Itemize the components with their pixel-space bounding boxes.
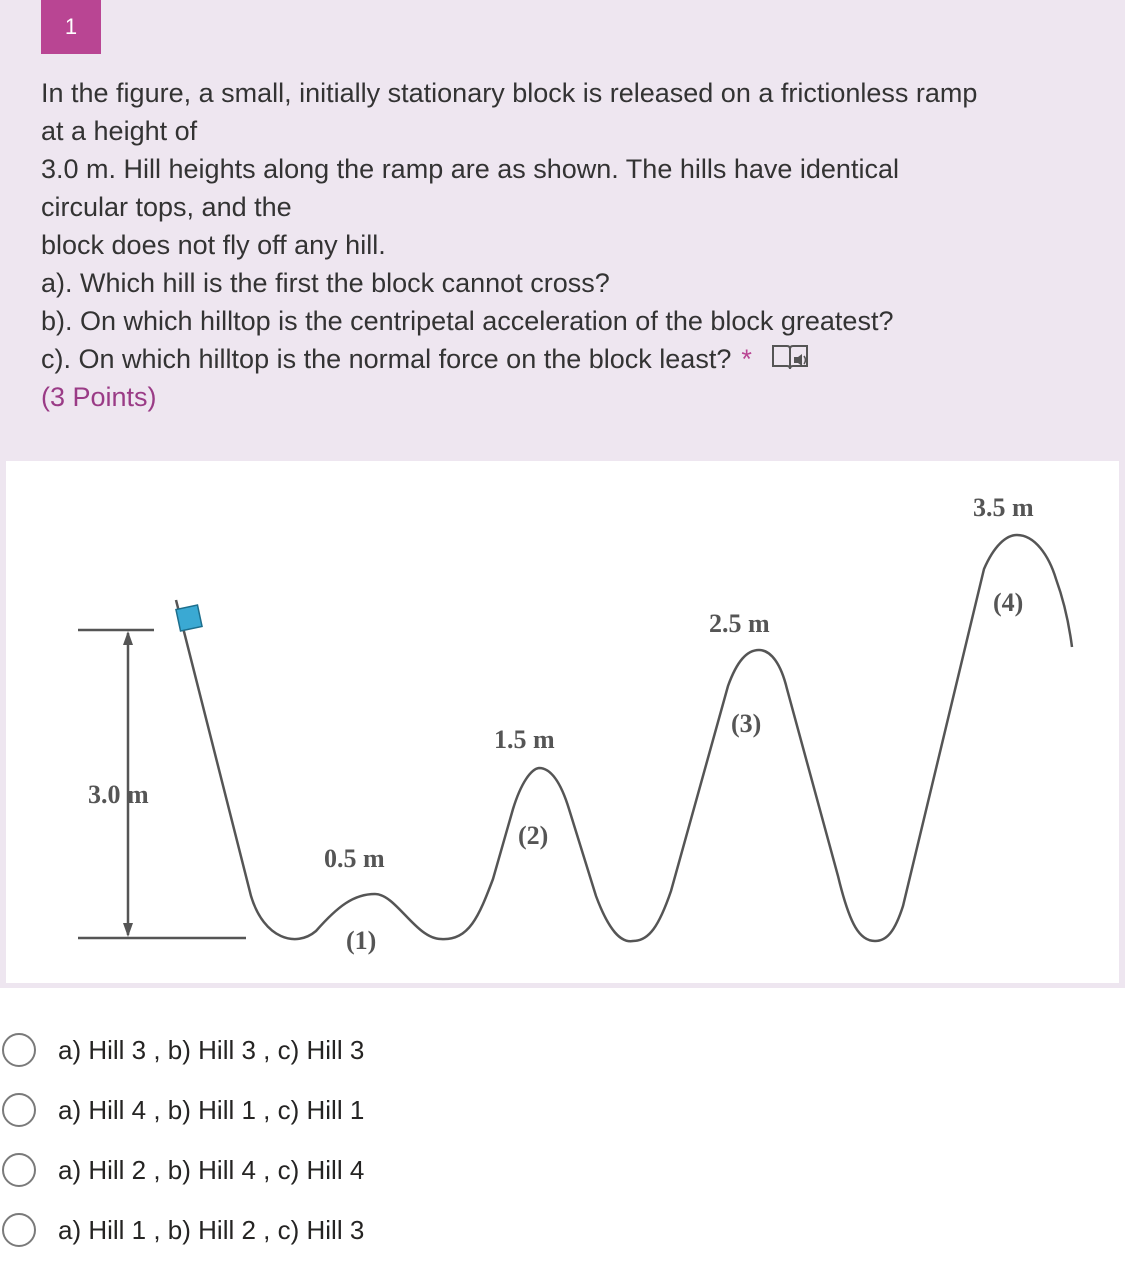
- answer-option-label: a) Hill 3 , b) Hill 3 , c) Hill 3: [58, 1034, 365, 1065]
- answer-option-label: a) Hill 2 , b) Hill 4 , c) Hill 4: [58, 1154, 365, 1185]
- radio-button[interactable]: [2, 1033, 36, 1067]
- question-line: a). Which hill is the first the block cannot cross?: [41, 268, 610, 298]
- answer-option[interactable]: [0, 1022, 700, 1078]
- hill-ramp-diagram: [6, 461, 1119, 983]
- answer-option-label: a) Hill 4 , b) Hill 1 , c) Hill 1: [58, 1094, 365, 1125]
- question-text: [41, 74, 1101, 416]
- hill-1-height-label: 0.5 m: [324, 844, 385, 873]
- hill-2-height-label: 1.5 m: [494, 725, 555, 754]
- hill-3-height-label: 2.5 m: [709, 609, 770, 638]
- hill-4-label: (4): [993, 588, 1024, 617]
- answer-option[interactable]: [0, 1082, 700, 1138]
- points-label: (3 Points): [41, 382, 157, 412]
- question-line: at a height of: [41, 116, 198, 146]
- immersive-reader-icon[interactable]: [770, 342, 810, 374]
- question-number: 1: [64, 14, 78, 39]
- answer-option-label: a) Hill 1 , b) Hill 2 , c) Hill 3: [58, 1214, 365, 1245]
- answer-option[interactable]: [0, 1202, 700, 1258]
- radio-button[interactable]: [2, 1153, 36, 1187]
- answer-option[interactable]: [0, 1142, 700, 1198]
- required-asterisk: *: [741, 344, 752, 374]
- hill-4-height-label: 3.5 m: [973, 493, 1034, 522]
- question-figure: [6, 461, 1119, 983]
- dimension-arrow-bottom: [123, 923, 133, 937]
- dimension-arrow-top: [123, 631, 133, 645]
- ramp-curve: [176, 535, 1072, 941]
- question-line: block does not fly off any hill.: [41, 230, 386, 260]
- block: [176, 605, 202, 631]
- hill-2-label: (2): [518, 821, 549, 850]
- hill-3-label: (3): [731, 709, 762, 738]
- question-line: c). On which hilltop is the normal force on the block least?: [41, 344, 732, 374]
- question-line: In the figure, a small, initially stationary block is released on a frictionless ramp: [41, 78, 978, 108]
- question-line-last: [41, 340, 1101, 378]
- hill-1-label: (1): [346, 926, 377, 955]
- question-line: 3.0 m. Hill heights along the ramp are as shown. The hills have identical: [41, 154, 899, 184]
- question-line: b). On which hilltop is the centripetal acceleration of the block greatest?: [41, 306, 894, 336]
- question-line: circular tops, and the: [41, 192, 292, 222]
- radio-button[interactable]: [2, 1093, 36, 1127]
- radio-button[interactable]: [2, 1213, 36, 1247]
- question-number-badge: [41, 0, 101, 54]
- release-height-label: 3.0 m: [88, 780, 149, 809]
